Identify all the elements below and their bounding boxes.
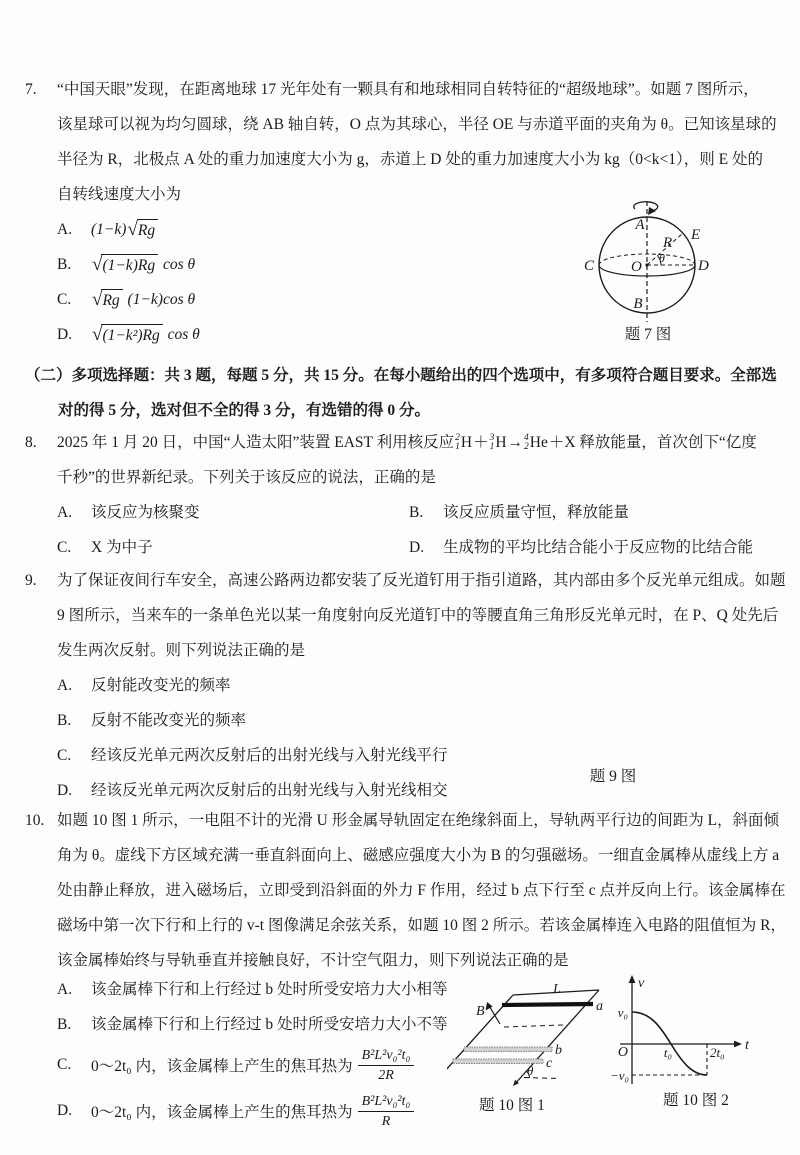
q7-line: [25, 72, 782, 107]
option-text: 该金属棒下行和上行经过 b 处时所受安培力大小不等: [91, 1016, 448, 1033]
option-label: D.: [57, 1102, 73, 1119]
fraction-numerator: B²L²v₀²t₀: [358, 1093, 415, 1112]
q9-line: [25, 563, 786, 598]
option-formula: [91, 317, 200, 352]
label-c: c: [546, 1056, 553, 1071]
q8-line: 千秒”的世界新纪录。下列关于该反应的说法，正确的是: [57, 469, 436, 486]
label-C: C: [584, 258, 595, 274]
q9-number: 9.: [25, 572, 37, 589]
option-label: C.: [57, 539, 72, 556]
radicand: Rg: [101, 289, 122, 309]
option-label: D.: [57, 782, 73, 799]
q9-option-c: [57, 738, 782, 773]
option-text: 该反应为核聚变: [91, 504, 200, 521]
reaction-arrow: →: [507, 434, 524, 451]
option-text: 反射能改变光的频率: [91, 677, 231, 694]
label-L: L: [553, 983, 561, 997]
option-label: C.: [57, 291, 72, 308]
mass-number: 4: [524, 432, 529, 443]
label-v0: v₀: [617, 1005, 628, 1020]
label-v: v: [638, 976, 645, 991]
radical-sign: √: [92, 254, 103, 275]
q10-line: [25, 803, 782, 838]
option-label: A.: [57, 677, 73, 694]
nuclide-helium: [524, 425, 548, 460]
q10-line: 该金属棒始终与导轨垂直并接触良好，不计空气阻力，则下列说法正确的是: [57, 952, 569, 969]
fraction-denominator: R: [381, 1113, 391, 1129]
nuclide-deuterium: [455, 425, 472, 460]
q8-option-a: [57, 495, 409, 530]
option-label: A.: [57, 981, 73, 998]
q10-number: 10.: [25, 812, 45, 829]
q10-line-text: 如题 10 图 1 所示，一电阻不计的光滑 U 形金属导轨固定在绝缘斜面上，导轨两平行边的间距为 L，斜面倾: [57, 812, 780, 829]
formula-post: cos θ: [159, 256, 196, 273]
v-axis-arrowhead-icon: [629, 975, 636, 983]
option-formula: [91, 282, 195, 317]
incline-diagram: [447, 983, 627, 1095]
option-label: C.: [57, 747, 72, 764]
option-label: B.: [409, 504, 424, 521]
label-t: t: [745, 1038, 749, 1053]
option-text: 反射不能改变光的频率: [91, 712, 247, 729]
figure-q7-caption: 题 7 图: [624, 326, 672, 343]
figure-q10-2-caption: 题 10 图 2: [663, 1092, 729, 1109]
radical-sign: √: [92, 289, 103, 310]
section-2-header: [25, 358, 782, 428]
q8-intro: 2025 年 1 月 20 日，中国“人造太阳”装置 EAST 利用核反应: [57, 434, 455, 451]
element-symbol: H: [460, 434, 473, 451]
option-label: A.: [57, 504, 73, 521]
element-symbol: H: [495, 434, 507, 451]
question-8: [25, 425, 782, 565]
section-2-line: （二）多项选择题：共 3 题，每题 5 分，共 15 分。在每小题给出的四个选项中，有多项符合题目要求。全部选: [25, 367, 777, 384]
formula-pre: (1−k): [91, 221, 127, 238]
q10-line: 磁场中第一次下行和上行的 v-t 图像满足余弦关系，如题 10 图 2 所示。若该金属棒连入电路的阻值恒为 R，: [57, 917, 786, 934]
option-label: D.: [409, 539, 425, 556]
option-label: A.: [57, 221, 73, 238]
label-O: O: [631, 259, 642, 275]
mass-number: 3: [489, 432, 495, 443]
q10-line: 角为 θ。虚线下方区域充满一垂直斜面向上、磁感应强度大小为 B 的匀强磁场。一细直金属棒从虚线上方 a: [57, 847, 780, 864]
label-O: O: [617, 1045, 628, 1060]
q8-line-tail: ＋X 释放能量，首次创下“亿度: [548, 434, 757, 451]
label-t0: t₀: [663, 1045, 672, 1060]
option-formula: [91, 212, 159, 247]
option-text: 0～2t₀ 内，该金属棒上产生的焦耳热为: [91, 1104, 353, 1121]
q7-number: 7.: [25, 81, 37, 98]
option-text: 生成物的平均比结合能小于反应物的比结合能: [443, 539, 754, 556]
center-point: [645, 263, 648, 266]
option-text: 该反应质量守恒，释放能量: [443, 504, 630, 521]
q7-line: 该星球可以视为均匀圆球，绕 AB 轴自转，O 点为其球心，半径 OE 与赤道平面的夹角为 θ。已知该星球的: [57, 116, 777, 133]
fraction: [358, 1047, 415, 1084]
option-label: B.: [57, 712, 72, 729]
option-text: 经该反光单元两次反射后的出射光线与入射光线平行: [91, 747, 448, 764]
vt-graph: [606, 972, 781, 1090]
label-D: D: [698, 258, 709, 274]
label-theta: θ: [527, 1063, 534, 1078]
option-formula: [91, 247, 195, 282]
fraction: [358, 1093, 415, 1130]
q8-option-b: [409, 495, 782, 530]
figure-q10-1-caption: 题 10 图 1: [479, 1097, 545, 1114]
rotation-arrowhead-icon: [648, 207, 656, 215]
option-label: C.: [57, 1056, 72, 1073]
q7-line: 自转线速度大小为: [57, 186, 182, 203]
mass-number: 2: [455, 432, 460, 443]
field-boundary-dashed-line: [504, 1025, 563, 1027]
label-theta: θ: [659, 251, 665, 265]
label-R: R: [663, 235, 673, 251]
radical-sign: √: [127, 219, 138, 240]
formula-post: (1−k)cos θ: [123, 291, 196, 308]
label-E: E: [691, 227, 701, 243]
sqrt-expression: [92, 254, 158, 274]
option-label: B.: [57, 256, 72, 273]
fraction-denominator: 2R: [378, 1067, 394, 1083]
rotation-arrow-icon: [634, 202, 658, 211]
q8-number: 8.: [25, 434, 37, 451]
q9-line: 发生两次反射。则下列说法正确的是: [57, 642, 306, 659]
nuclide-numbers: [455, 434, 460, 452]
sqrt-expression: [92, 289, 123, 309]
figure-q9-caption: 题 9 图: [589, 768, 637, 785]
formula-post: cos θ: [163, 326, 200, 343]
figure-q7-sphere: [583, 198, 713, 346]
q7-line-text: “中国天眼”发现，在距离地球 17 光年处有一颗具有和地球相同自转特征的“超级地球”。如题 7 图所示，: [57, 81, 759, 98]
option-label: B.: [57, 1016, 72, 1033]
atomic-number: 2: [524, 441, 529, 452]
label-A: A: [635, 217, 645, 233]
label-B: B: [633, 296, 643, 312]
figure-q10-incline: [447, 983, 627, 1117]
element-symbol: He: [529, 434, 548, 451]
radical-sign: √: [92, 324, 103, 345]
sphere-diagram: [583, 198, 713, 324]
option-text: 0～2t₀ 内，该金属棒上产生的焦耳热为: [91, 1058, 353, 1075]
q9-option-a: [57, 668, 782, 703]
atomic-number: 1: [455, 441, 460, 452]
rod-b: [464, 1047, 552, 1052]
label-2t0: 2t₀: [710, 1045, 725, 1060]
nuclide-numbers: [524, 434, 529, 452]
nuclide-numbers: [490, 434, 495, 452]
radicand: (1−k)Rg: [101, 254, 158, 274]
t-axis-arrowhead-icon: [734, 1041, 742, 1048]
q7-line: 半径为 R，北极点 A 处的重力加速度大小为 g，赤道上 D 处的重力加速度大小为 kg（0<k<1），则 E 处的: [57, 151, 763, 168]
sqrt-expression: [92, 324, 163, 344]
q8-options: [57, 495, 782, 565]
q9-option-b: [57, 703, 782, 738]
section-2-line: 对的得 5 分，选对但不全的得 3 分，有选错的得 0 分。: [58, 402, 431, 419]
q8-line: [25, 425, 782, 460]
plus-sign: ＋: [473, 434, 489, 451]
atomic-number: 1: [489, 441, 495, 452]
q9-line-text: 为了保证夜间行车安全，高速公路两边都安装了反光道钉用于指引道路，其内部由多个反光单元组成。如题: [57, 572, 786, 589]
label-b: b: [555, 1043, 562, 1058]
option-text: 该金属棒下行和上行经过 b 处时所受安培力大小相等: [91, 981, 448, 998]
q9-line: 9 图所示，当来车的一条单色光以某一角度射向反光道钉中的等腰直角三角形反光单元时，在 P、Q 处先后: [57, 607, 779, 624]
rod-a: [502, 1004, 593, 1005]
q8-option-d: [409, 530, 782, 565]
option-label: D.: [57, 326, 73, 343]
figure-q10-graph: [606, 972, 781, 1112]
option-text: 经该反光单元两次反射后的出射光线与入射光线相交: [91, 782, 448, 799]
nuclide-tritium: [490, 425, 507, 460]
radicand: Rg: [137, 219, 158, 239]
option-text: X 为中子: [91, 539, 153, 556]
sqrt-expression: [127, 219, 158, 239]
fraction-numerator: B²L²v₀²t₀: [358, 1047, 415, 1066]
question-9: [25, 563, 786, 808]
radicand: (1−k²)Rg: [101, 324, 162, 344]
q10-line: 处由静止释放，进入磁场后，立即受到沿斜面的外力 F 作用，经过 b 点下行至 c 点并反向上行。该金属棒在: [57, 882, 786, 899]
q8-option-c: [57, 530, 409, 565]
label-B: B: [476, 1004, 485, 1019]
label-neg-v0: −v₀: [609, 1068, 629, 1083]
label-a: a: [596, 999, 603, 1014]
